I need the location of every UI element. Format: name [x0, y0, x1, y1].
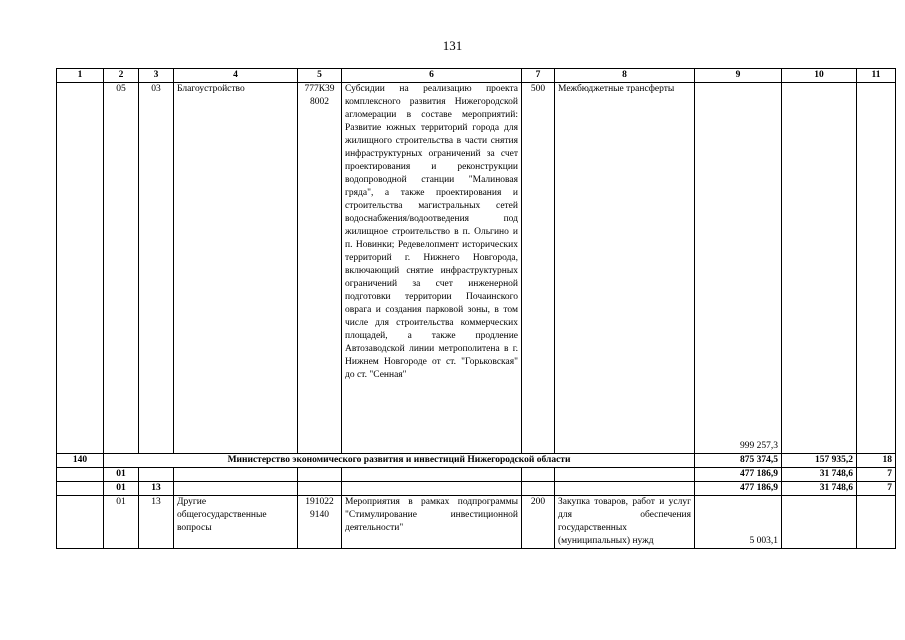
- table-cell: [342, 482, 522, 496]
- column-header: 4: [174, 69, 298, 83]
- table-cell: 140: [57, 454, 104, 468]
- table-row: [57, 83, 896, 454]
- table-cell: Мероприятия в рамках подпрограммы "Стимулирование инвестиционной деятельности": [342, 496, 522, 549]
- column-header: 10: [782, 69, 857, 83]
- table-row: [57, 468, 896, 482]
- table-cell: 191022 9140: [298, 496, 342, 549]
- table-cell: Закупка товаров, работ и услуг для обеспечения государственных (муниципальных) нужд: [555, 496, 695, 549]
- table-cell: [555, 468, 695, 482]
- table-cell: [174, 468, 298, 482]
- column-header: 6: [342, 69, 522, 83]
- table-cell: [342, 468, 522, 482]
- table-cell: 13: [139, 482, 174, 496]
- table-cell: [57, 496, 104, 549]
- table-row: [57, 454, 896, 468]
- table-cell: [57, 482, 104, 496]
- table-cell: [57, 468, 104, 482]
- column-header: 9: [695, 69, 782, 83]
- table-cell: 875 374,5: [695, 454, 782, 468]
- column-header: 11: [857, 69, 896, 83]
- table-cell: [522, 468, 555, 482]
- budget-table: [56, 68, 896, 549]
- table-cell: [782, 83, 857, 454]
- table-cell: 7: [857, 468, 896, 482]
- table-cell: [857, 496, 896, 549]
- table-cell: Межбюджетные трансферты: [555, 83, 695, 454]
- table-cell: [298, 482, 342, 496]
- table-cell: 31 748,6: [782, 468, 857, 482]
- column-header: 1: [57, 69, 104, 83]
- table-cell: Благоустройство: [174, 83, 298, 454]
- table-cell: 18: [857, 454, 896, 468]
- table-cell: 5 003,1: [695, 496, 782, 549]
- column-header: 3: [139, 69, 174, 83]
- table-cell: 01: [104, 482, 139, 496]
- table-row: [57, 496, 896, 549]
- table-header-row: [57, 69, 896, 83]
- table-cell: [522, 482, 555, 496]
- table-cell: [782, 496, 857, 549]
- table-cell: 01: [104, 468, 139, 482]
- table-cell: [174, 482, 298, 496]
- table-cell: 05: [104, 83, 139, 454]
- table-cell: [298, 468, 342, 482]
- table-cell: 477 186,9: [695, 482, 782, 496]
- column-header: 2: [104, 69, 139, 83]
- table-cell: 7: [857, 482, 896, 496]
- table-cell: [555, 482, 695, 496]
- table-cell: Субсидии на реализацию проекта комплексного развития Нижегородской агломерации в составе мероприятий: Развитие южных территорий города для жилищного строительства в части снятия инфраструктурных ограничений за счет проектирования и реконструкции водопроводной станции "Малиновая гряда", а также проектирования и строительства магистральных сетей водоснабжения/водоотведения под жилищное строительство в п. Ольгино и п. Новинки; Редевелопмент исторических территорий г. Нижнего Новгорода, включающий снятие инфраструктурных ограничений за счет инженерной подготовки территории Почаинского оврага и создания парковой зоны, в том числе для строительства коммерческих площадей, а также продление Автозаводской линии метрополитена в г. Нижнем Новгороде от ст. "Горьковская" до ст. "Сенная": [342, 83, 522, 454]
- table-cell: [857, 83, 896, 454]
- column-header: 5: [298, 69, 342, 83]
- column-header: 8: [555, 69, 695, 83]
- column-header: 7: [522, 69, 555, 83]
- table-cell: 777К39 8002: [298, 83, 342, 454]
- table-cell: [57, 83, 104, 454]
- table-cell: 477 186,9: [695, 468, 782, 482]
- table-cell: 03: [139, 83, 174, 454]
- table-cell: 01: [104, 496, 139, 549]
- table-cell: Министерство экономического развития и инвестиций Нижегородской области: [104, 454, 695, 468]
- table-cell: 500: [522, 83, 555, 454]
- table-cell: 13: [139, 496, 174, 549]
- table-row: [57, 482, 896, 496]
- table-cell: 999 257,3: [695, 83, 782, 454]
- table-cell: 31 748,6: [782, 482, 857, 496]
- table-cell: [139, 468, 174, 482]
- table-cell: Другие общегосударственные вопросы: [174, 496, 298, 549]
- page-number: 131: [442, 38, 463, 53]
- table-cell: 157 935,2: [782, 454, 857, 468]
- table-cell: 200: [522, 496, 555, 549]
